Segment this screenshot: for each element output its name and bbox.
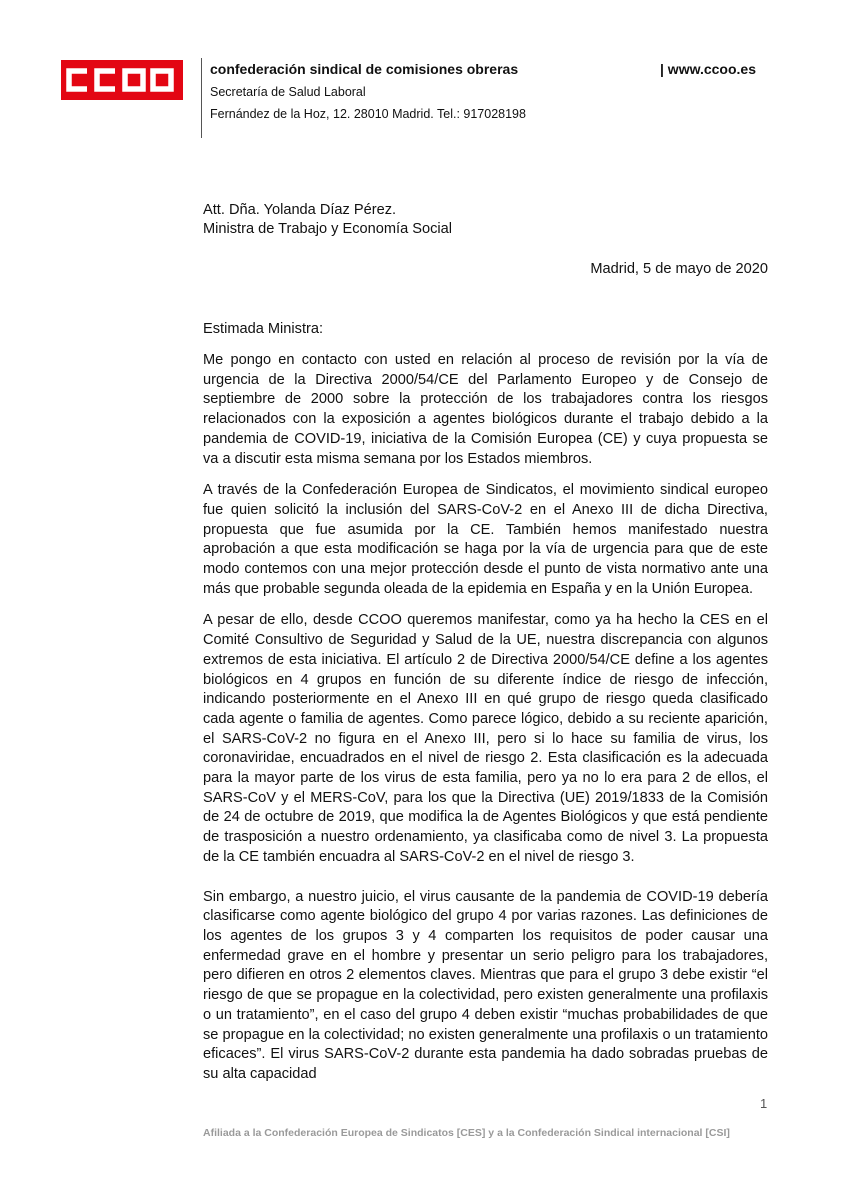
recipient-name: Att. Dña. Yolanda Díaz Pérez.: [203, 202, 397, 218]
recipient-title: Ministra de Trabajo y Economía Social: [203, 221, 453, 237]
letter-date: Madrid, 5 de mayo de 2020: [590, 261, 768, 277]
organization-name: confederación sindical de comisiones obreras: [210, 61, 519, 77]
letter-body: [203, 351, 768, 1097]
page-number: 1: [760, 1096, 768, 1111]
organization-address: Fernández de la Hoz, 12. 28010 Madrid. Tel.: 917028198: [210, 107, 526, 121]
paragraph: A través de la Confederación Europea de Sindicatos, el movimiento sindical europeo fue quien solicitó la inclusión del SARS-CoV-2 en el Anexo III de dicha Directiva, propuesta que fue asumida por la CE. También hemos manifestado nuestra aprobación a que esta modificación se haga por la vía de urgencia para que de este modo contemos con una mejor protección desde el punto de vista normativo ante una más que probable segunda oleada de la epidemia en España y en la Unión Europea.: [203, 482, 768, 597]
footer-affiliation: Afiliada a la Confederación Europea de Sindicatos [CES] y a la Confederación Sindical internacional [CSI]: [203, 1127, 730, 1139]
department-name: Secretaría de Salud Laboral: [210, 85, 366, 99]
paragraph: A pesar de ello, desde CCOO queremos manifestar, como ya ha hecho la CES en el Comité Consultivo de Seguridad y Salud de la UE, nuestra discrepancia con algunos extremos de esta iniciativa. El artículo 2 de Directiva 2000/54/CE define a los agentes biológicos en 4 grupos en función de su diferente índice de riesgo de infección, indicando posteriormente en el Anexo III en qué grupo de riesgo queda clasificado cada agente o familia de agentes. Como parece lógico, debido a su reciente aparición, el SARS-CoV-2 no figura en el Anexo III, pero si lo hace su familia de virus, los coronaviridae, encuadrados en el nivel de riesgo 2. Esta clasificación es la adecuada para la mayor parte de los virus de esta familia, pero ya no lo era para 2 de ellos, el SARS-CoV y el MERS-CoV, para los que la Directiva (UE) 2019/1833 de la Comisión de 24 de octubre de 2019, que modifica la de Agentes Biológicos y que está pendiente de trasposición a nuestro ordenamiento, ya clasificaba como de nivel 3. La propuesta de la CE también encuadra al SARS-CoV-2 en el nivel de riesgo 3.: [203, 612, 768, 865]
website-link[interactable]: | www.ccoo.es: [660, 61, 756, 77]
header-divider: [201, 58, 202, 138]
ccoo-logo: [61, 60, 183, 100]
recipient-block: [203, 201, 452, 239]
ccoo-logo-mark: [61, 60, 183, 100]
paragraph: Sin embargo, a nuestro juicio, el virus causante de la pandemia de COVID-19 debería clasificarse como agente biológico del grupo 4 por varias razones. Las definiciones de los agentes de los grupos 3 y 4 comparten los requisitos de poder causar una enfermedad grave en el hombre y presentar un serio peligro para los trabajadores, pero difieren en otros 2 elementos claves. Mientras que para el grupo 3 debe existir “el riesgo de que se propague en la colectividad, pero existen generalmente una profilaxis o un tratamiento”, en el caso del grupo 4 deben existir “muchas probabilidades de que se propague en la colectividad; no existen generalmente una profilaxis o un tratamiento eficaces”. El virus SARS-CoV-2 durante esta pandemia ha dado sobradas pruebas de su alta capacidad: [203, 888, 768, 1082]
salutation: Estimada Ministra:: [203, 321, 324, 337]
paragraph: Me pongo en contacto con usted en relación al proceso de revisión por la vía de urgencia de la Directiva 2000/54/CE del Parlamento Europeo y de Consejo de septiembre de 2000 sobre la protección de los trabajadores contra los riesgos relacionados con la exposición a agentes biológicos durante el trabajo debido a la pandemia de COVID-19, iniciativa de la Comisión Europea (CE) y cuya propuesta se va a discutir esta misma semana por los Estados miembros.: [203, 352, 768, 467]
